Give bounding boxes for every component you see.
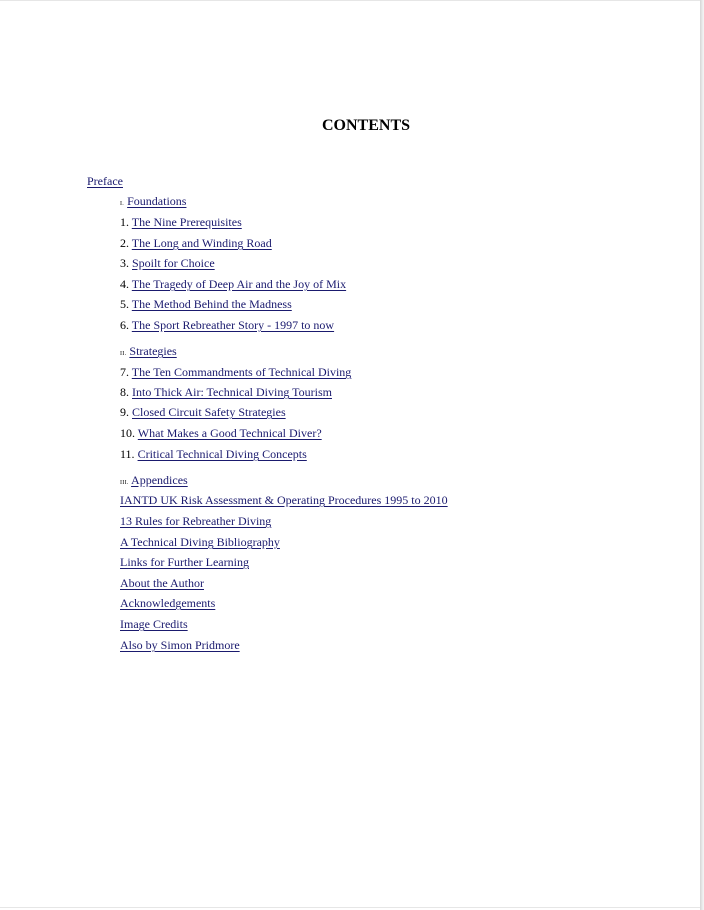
toc-entry	[120, 534, 280, 550]
chapter-number: 7.	[120, 365, 129, 379]
appendix-link[interactable]: About the Author	[120, 576, 204, 590]
toc-entry	[120, 637, 240, 653]
appendix-link[interactable]: Acknowledgements	[120, 596, 216, 610]
toc-entry	[120, 276, 346, 292]
chapter-link[interactable]: Into Thick Air: Technical Diving Tourism	[132, 385, 332, 399]
toc-entry	[120, 255, 215, 271]
toc-entry	[120, 513, 271, 529]
toc-entry	[120, 575, 204, 591]
preface-link[interactable]: Preface	[87, 174, 123, 188]
chapter-number: 6.	[120, 318, 129, 332]
chapter-link[interactable]: The Sport Rebreather Story - 1997 to now	[131, 318, 335, 332]
toc-entry	[120, 317, 334, 333]
part-link-strategies[interactable]: Strategies	[129, 344, 177, 358]
chapter-number: 1.	[120, 215, 129, 229]
appendix-link[interactable]: 13 Rules for Rebreather Diving	[120, 514, 272, 528]
chapter-link[interactable]: Spoilt for Choice	[132, 256, 215, 270]
chapter-number: 4.	[120, 277, 129, 291]
toc-entry	[120, 364, 351, 380]
chapter-link[interactable]: The Nine Prerequisites	[131, 215, 242, 229]
toc-entry	[120, 235, 272, 251]
part-link-foundations[interactable]: Foundations	[127, 194, 187, 208]
appendix-link[interactable]: A Technical Diving Bibliography	[120, 535, 280, 549]
chapter-link[interactable]: Critical Technical Diving Concepts	[137, 447, 307, 461]
chapter-number: 11.	[120, 447, 135, 461]
chapter-number: 3.	[120, 256, 129, 270]
chapter-link[interactable]: The Long and Winding Road	[131, 236, 272, 250]
chapter-link[interactable]: What Makes a Good Technical Diver?	[137, 426, 322, 440]
toc-entry	[120, 595, 215, 611]
chapter-number: 10.	[120, 426, 135, 440]
part-link-appendices[interactable]: Appendices	[131, 473, 188, 487]
toc-entry	[120, 554, 249, 570]
appendix-link[interactable]: Also by Simon Pridmore	[120, 638, 240, 652]
chapter-number: 8.	[120, 385, 129, 399]
toc-entry	[120, 404, 286, 420]
appendix-link[interactable]: IANTD UK Risk Assessment & Operating Procedures 1995 to 2010	[120, 493, 448, 507]
chapter-number: 5.	[120, 297, 129, 311]
page-title: CONTENTS	[321, 117, 411, 134]
toc-entry	[120, 492, 448, 508]
chapter-link[interactable]: The Tragedy of Deep Air and the Joy of Mix	[131, 277, 347, 291]
toc-part-strategies	[120, 343, 177, 362]
toc-entry	[120, 425, 322, 441]
toc-entry-preface	[87, 173, 123, 189]
toc-part-appendices	[120, 472, 188, 491]
chapter-link[interactable]: The Ten Commandments of Technical Diving	[131, 365, 352, 379]
part-numeral: II.	[120, 351, 127, 357]
chapter-number: 9.	[120, 405, 129, 419]
part-numeral: III.	[120, 480, 129, 486]
chapter-link[interactable]: The Method Behind the Madness	[131, 297, 292, 311]
toc-entry	[120, 446, 307, 462]
toc-entry	[120, 384, 332, 400]
chapter-link[interactable]: Closed Circuit Safety Strategies	[132, 405, 286, 419]
toc-entry	[120, 616, 188, 632]
chapter-number: 2.	[120, 236, 129, 250]
part-numeral: I.	[120, 201, 125, 207]
toc-part-foundations	[120, 193, 186, 212]
page-edge	[700, 0, 704, 910]
appendix-link[interactable]: Links for Further Learning	[120, 555, 249, 569]
appendix-link[interactable]: Image Credits	[120, 617, 188, 631]
toc-entry	[120, 296, 292, 312]
toc-entry	[120, 214, 242, 230]
